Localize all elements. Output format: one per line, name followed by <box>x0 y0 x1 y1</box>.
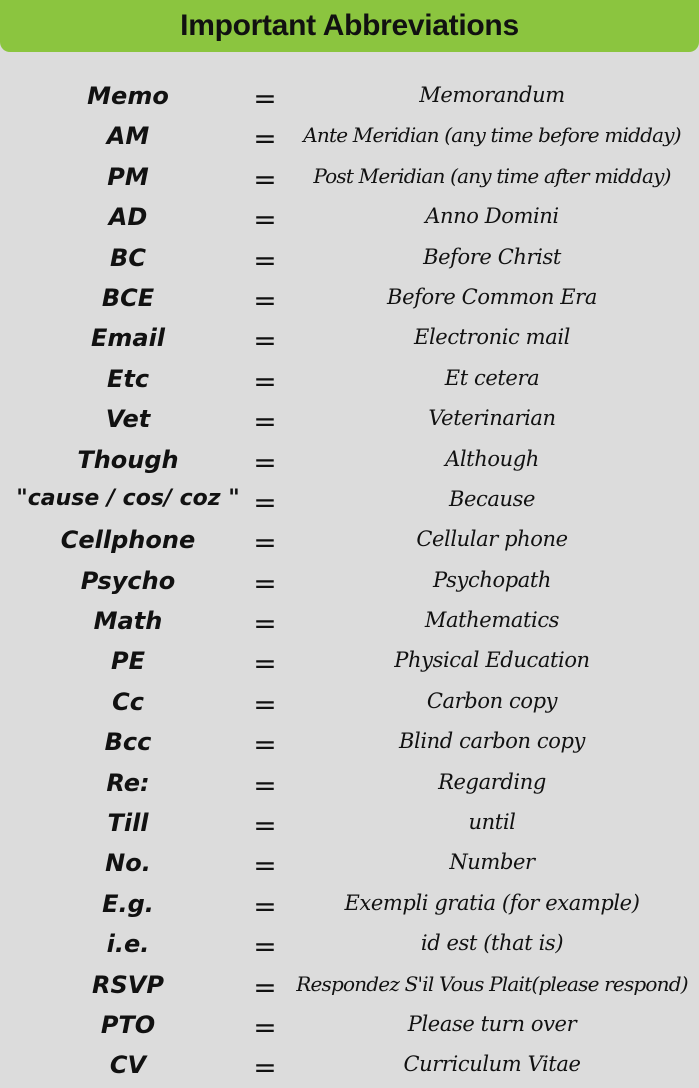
abbreviation: Bcc <box>104 728 152 757</box>
equals-sign: = <box>253 607 277 641</box>
equals-sign: = <box>253 243 277 277</box>
meaning: Because <box>448 486 536 511</box>
meaning: Before Common Era <box>387 284 597 309</box>
meaning: Respondez S'il Vous Plait(please respond) <box>296 971 688 996</box>
equals-sign: = <box>253 768 277 802</box>
abbreviation: AD <box>108 203 148 232</box>
list-item <box>0 926 699 966</box>
list-item <box>0 765 699 805</box>
equals-sign: = <box>253 970 277 1004</box>
equals-sign: = <box>253 566 277 600</box>
meaning: Carbon copy <box>426 688 558 713</box>
list-item <box>0 320 699 360</box>
abbreviation: No. <box>105 849 151 878</box>
list-item <box>0 442 699 482</box>
equals-sign: = <box>253 364 277 398</box>
meaning: Please turn over <box>407 1011 577 1036</box>
page-title: Important Abbreviations <box>180 9 519 42</box>
list-item <box>0 482 699 522</box>
meaning: Memorandum <box>419 83 565 107</box>
header-banner <box>0 0 699 52</box>
equals-sign: = <box>253 405 277 439</box>
list-item <box>0 240 699 280</box>
list-item <box>0 805 699 845</box>
meaning: Mathematics <box>424 608 560 633</box>
equals-sign: = <box>253 162 277 196</box>
abbreviation: "cause / cos/ coz " <box>16 485 240 511</box>
equals-sign: = <box>253 1051 277 1085</box>
abbreviation: Till <box>107 809 149 838</box>
meaning: Physical Education <box>394 648 590 673</box>
abbreviation: i.e. <box>106 930 150 959</box>
meaning: until <box>468 810 516 835</box>
equals-sign: = <box>253 849 277 883</box>
abbreviation: Etc <box>106 364 150 393</box>
meaning: Regarding <box>438 769 546 794</box>
meaning: Post Meridian (any time after midday) <box>313 163 671 188</box>
equals-sign: = <box>253 526 277 560</box>
equals-sign: = <box>253 930 277 964</box>
abbreviation: CV <box>109 1051 147 1080</box>
abbreviation: Email <box>90 324 166 353</box>
abbreviation: PTO <box>100 1010 156 1039</box>
abbreviation: RSVP <box>92 970 164 999</box>
list-item <box>0 159 699 199</box>
meaning: Although <box>445 446 539 471</box>
abbreviation: Vet <box>105 405 151 434</box>
list-item <box>0 401 699 441</box>
meaning: Veterinarian <box>428 406 556 431</box>
equals-sign: = <box>253 1010 277 1044</box>
abbreviation: Though <box>77 445 179 474</box>
list-item <box>0 522 699 562</box>
equals-sign: = <box>253 82 277 115</box>
meaning: Before Christ <box>423 244 561 269</box>
meaning: Curriculum Vitae <box>403 1052 581 1077</box>
list-item <box>0 967 699 1007</box>
equals-sign: = <box>253 283 277 317</box>
meaning: Ante Meridian (any time before midday) <box>303 123 681 148</box>
meaning: Psychopath <box>432 567 552 592</box>
equals-sign: = <box>253 203 277 237</box>
list-item <box>0 1047 699 1087</box>
equals-sign: = <box>253 889 277 923</box>
meaning: Electronic mail <box>414 325 570 350</box>
equals-sign: = <box>253 728 277 762</box>
abbreviation: Psycho <box>80 566 176 595</box>
abbreviation: Re: <box>106 768 150 797</box>
abbreviation: Math <box>93 607 163 636</box>
abbreviation: AM <box>106 122 150 151</box>
abbreviation: E.g. <box>102 889 154 918</box>
meaning: Anno Domini <box>425 204 559 229</box>
meaning: Exempli gratia (for example) <box>344 890 640 915</box>
meaning: Blind carbon copy <box>398 729 586 754</box>
meaning: Et cetera <box>444 365 540 390</box>
equals-sign: = <box>253 687 277 721</box>
list-item <box>0 724 699 764</box>
equals-sign: = <box>253 647 277 681</box>
abbreviation: Cellphone <box>60 526 196 555</box>
list-item <box>0 603 699 643</box>
equals-sign: = <box>253 485 277 519</box>
list-item <box>0 78 699 118</box>
list-item <box>0 684 699 724</box>
abbreviation: Cc <box>112 687 144 716</box>
meaning: id est (that is) <box>420 931 564 956</box>
meaning: Cellular phone <box>416 527 568 552</box>
list-item <box>0 1007 699 1047</box>
equals-sign: = <box>253 809 277 843</box>
list-item <box>0 845 699 885</box>
list-item <box>0 643 699 683</box>
abbreviation: BCE <box>101 283 155 312</box>
meaning: Number <box>449 850 535 875</box>
equals-sign: = <box>253 122 277 156</box>
list-item <box>0 361 699 401</box>
abbreviation: PM <box>107 162 149 191</box>
abbreviation-list <box>0 78 699 1088</box>
abbreviation: PE <box>111 647 145 676</box>
equals-sign: = <box>253 445 277 479</box>
abbreviation: BC <box>110 243 146 272</box>
abbreviation: Memo <box>87 82 169 110</box>
list-item <box>0 118 699 158</box>
list-item <box>0 199 699 239</box>
list-item <box>0 886 699 926</box>
list-item <box>0 563 699 603</box>
equals-sign: = <box>253 324 277 358</box>
list-item <box>0 280 699 320</box>
